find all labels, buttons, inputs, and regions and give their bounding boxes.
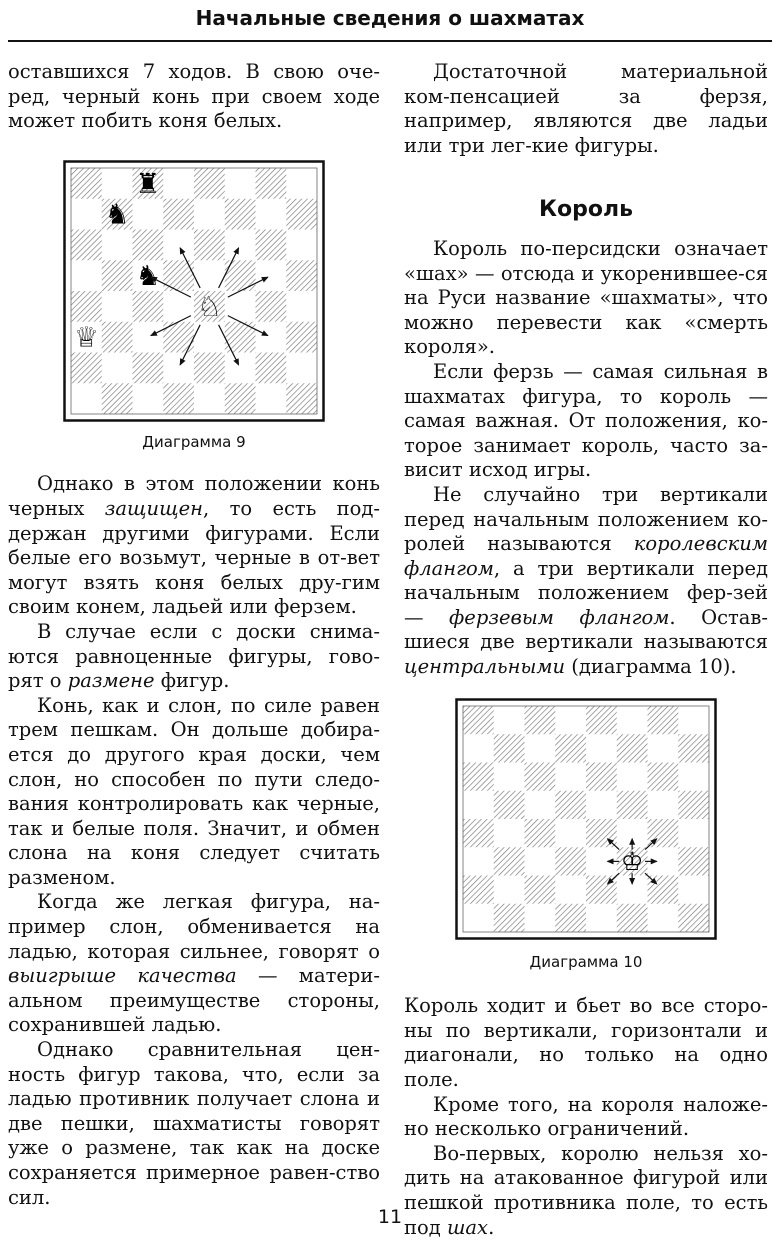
- dark-square: [494, 847, 525, 875]
- dark-square: [586, 762, 617, 790]
- running-header: Начальные сведения о шахматах: [195, 6, 585, 30]
- dark-square: [163, 260, 194, 291]
- dark-square: [71, 291, 102, 322]
- dark-square: [525, 875, 556, 903]
- black-knight-icon: ♞: [104, 197, 130, 231]
- dark-square: [102, 383, 133, 414]
- dark-square: [194, 229, 225, 260]
- paragraph: Конь, как и слон, по силе равен трем пешкам. Он дольше добира-ется до другого края доски, чем слон, но способен по пути следо-вания контролировать как черные, так и белые поля. Значит, и обмен слона на коня следует считать разменом.: [8, 693, 380, 889]
- dark-square: [648, 706, 679, 734]
- dark-square: [256, 352, 287, 383]
- dark-square: [494, 903, 525, 931]
- dark-square: [555, 903, 586, 931]
- dark-square: [71, 168, 102, 199]
- diagram-caption: Диаграмма 9: [142, 432, 246, 451]
- paragraph: Достаточной материальной ком-пенсацией за ферзя, например, являются две ладьи или три лег-кие фигуры.: [404, 60, 768, 157]
- dark-square: [102, 260, 133, 291]
- dark-square: [617, 734, 648, 762]
- dark-square: [194, 168, 225, 199]
- dark-square: [617, 903, 648, 931]
- dark-square: [463, 875, 494, 903]
- dark-square: [678, 847, 709, 875]
- dark-square: [71, 352, 102, 383]
- dark-square: [494, 790, 525, 818]
- paragraph: Король ходит и бьет во все сторо-ны по вертикали, горизонтали и диагонали, но только на одно поле.: [404, 994, 768, 1092]
- dark-square: [648, 762, 679, 790]
- dark-square: [678, 734, 709, 762]
- dark-square: [163, 199, 194, 230]
- white-king-icon: ♔: [620, 845, 644, 876]
- dark-square: [286, 199, 317, 230]
- diagram-10: [404, 698, 768, 975]
- paragraph: В случае если с доски снима-ются равноценные фигуры, гово-рят о размене фигур.: [8, 619, 380, 693]
- dark-square: [256, 229, 287, 260]
- page-number: 11: [377, 1206, 403, 1228]
- dark-square: [163, 383, 194, 414]
- dark-square: [586, 706, 617, 734]
- dark-square: [525, 819, 556, 847]
- dark-square: [256, 291, 287, 322]
- chessboard: [455, 698, 717, 940]
- dark-square: [133, 291, 164, 322]
- dark-square: [678, 903, 709, 931]
- paragraph: Кроме того, на короля наложе-но несколько ограничений.: [404, 1092, 768, 1141]
- paragraph: оставшихся 7 ходов. В свою оче-ред, черный конь при своем ходе может побить коня белых.: [8, 60, 380, 133]
- dark-square: [133, 352, 164, 383]
- header-rule: [8, 40, 772, 42]
- dark-square: [286, 383, 317, 414]
- dark-square: [225, 199, 256, 230]
- paragraph: Однако сравнительная цен-ность фигур такова, что, если за ладью противник получает слона и две пешки, шахматисты говорят уже о размене, так как на доске сохраняется примерное равен-ство сил.: [8, 1038, 380, 1209]
- white-queen-icon: ♕: [73, 320, 99, 354]
- dark-square: [286, 260, 317, 291]
- diagram-caption: Диаграмма 10: [529, 952, 643, 971]
- paragraph: Во-первых, королю нельзя хо-дить на атакованное фигурой или пешкой противника поле, то есть под шах.: [404, 1141, 768, 1239]
- dark-square: [555, 790, 586, 818]
- paragraph: Не случайно три вертикали перед начальным положением ко-ролей называются королевским флангом, а три вертикали перед начальным положением фер-зей — ферзевым флангом. Остав-шиеся две вертикали называются центральными (диаграмма 10).: [404, 482, 768, 679]
- white-knight-icon: ♘: [196, 289, 222, 323]
- dark-square: [525, 706, 556, 734]
- dark-square: [555, 734, 586, 762]
- dark-square: [463, 762, 494, 790]
- dark-square: [102, 322, 133, 353]
- dark-square: [194, 352, 225, 383]
- black-rook-icon: ♜: [135, 166, 161, 200]
- dark-square: [463, 819, 494, 847]
- dark-square: [678, 790, 709, 818]
- paragraph: Однако в этом положении конь черных защищен, то есть под-держан другими фигурами. Если белые его возьмут, черные в от-вет могут взять коня белых дру-гим своим конем, ладьей или ферзем.: [8, 472, 380, 619]
- paragraph: Король по-персидски означает «шах» — отсюда и укоренившее-ся на Руси название «шахматы», что можно перевести как «смерть короля».: [404, 236, 768, 359]
- chessboard: [63, 160, 325, 422]
- dark-square: [225, 260, 256, 291]
- dark-square: [163, 322, 194, 353]
- dark-square: [555, 847, 586, 875]
- dark-square: [463, 706, 494, 734]
- left-column: [8, 60, 380, 1210]
- paragraph: Когда же легкая фигура, на-пример слон, обменивается на ладью, которая сильнее, говорят о выигрыше качества — матери-альном преимуществе стороны, сохранившей ладью.: [8, 890, 380, 1037]
- dark-square: [225, 383, 256, 414]
- dark-square: [286, 322, 317, 353]
- paragraph: Если ферзь — самая сильная в шахматах фигура, то король — самая важная. От положения, ко-торое занимает король, часто за-висит исход игры.: [404, 359, 768, 482]
- dark-square: [617, 790, 648, 818]
- dark-square: [256, 168, 287, 199]
- right-column: [404, 60, 768, 1240]
- black-knight-icon: ♞: [135, 258, 161, 292]
- diagram-9: [8, 160, 380, 455]
- section-title: Король: [539, 197, 633, 223]
- dark-square: [71, 229, 102, 260]
- dark-square: [525, 762, 556, 790]
- dark-square: [494, 734, 525, 762]
- dark-square: [133, 229, 164, 260]
- dark-square: [225, 322, 256, 353]
